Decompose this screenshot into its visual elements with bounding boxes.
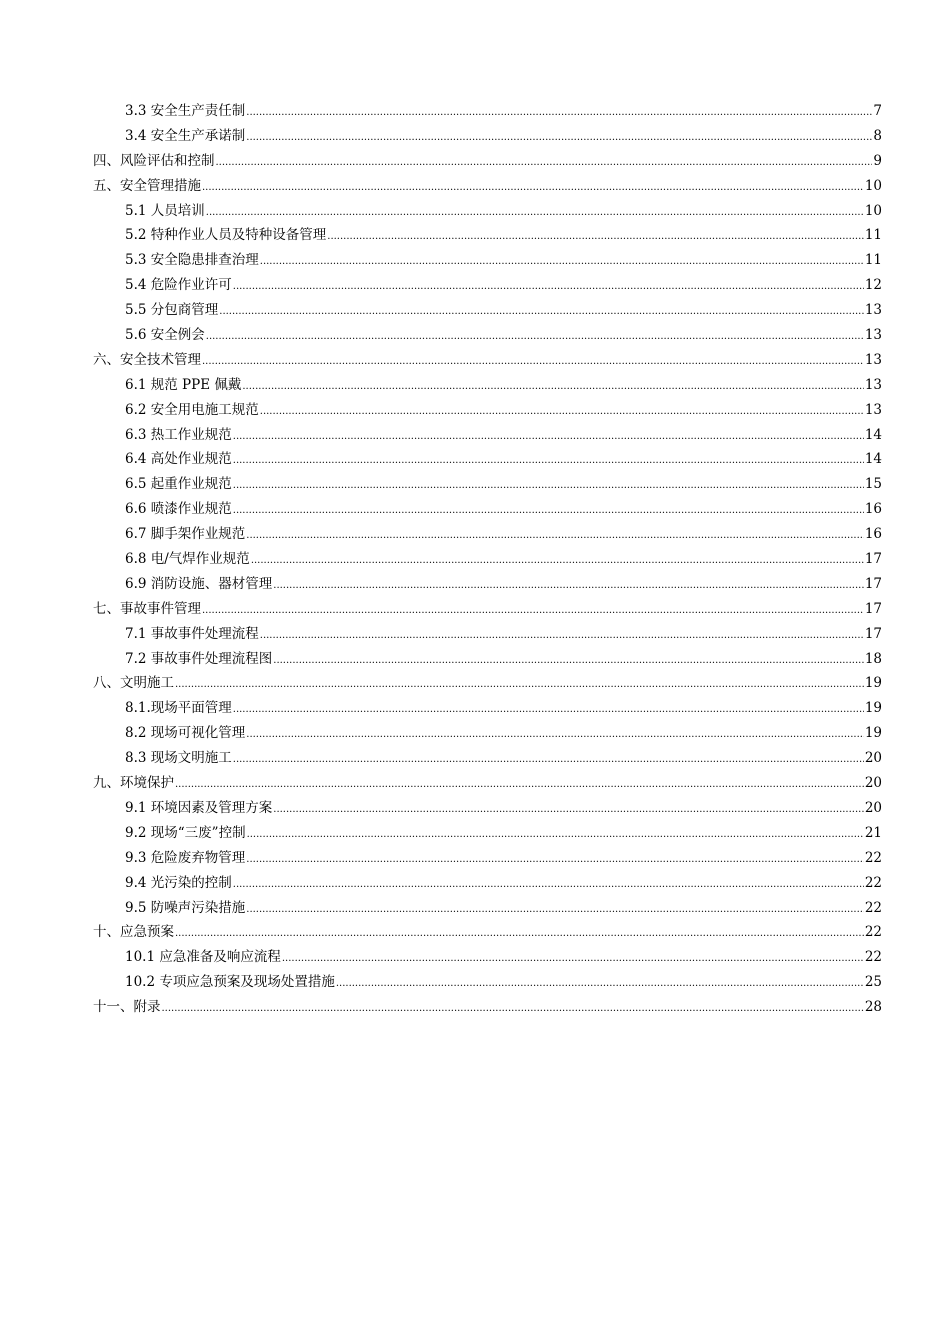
toc-dot-leader xyxy=(216,158,873,168)
table-of-contents xyxy=(93,99,882,1020)
toc-entry-title: 5.4 危险作业许可 xyxy=(125,277,232,294)
toc-dot-leader xyxy=(336,979,864,989)
toc-entry[interactable] xyxy=(93,99,882,124)
toc-entry-page-number: 7 xyxy=(873,103,882,119)
toc-entry-title: 7.1 事故事件处理流程 xyxy=(125,625,259,642)
toc-dot-leader xyxy=(282,954,864,964)
toc-entry[interactable] xyxy=(93,896,882,921)
toc-entry-page-number: 21 xyxy=(864,824,882,841)
toc-dot-leader xyxy=(242,382,863,392)
toc-entry-page-number: 22 xyxy=(864,874,882,891)
toc-dot-leader xyxy=(273,581,864,591)
toc-entry-title: 5.2 特种作业人员及特种设备管理 xyxy=(125,227,327,244)
toc-entry-page-number: 14 xyxy=(864,426,882,443)
toc-dot-leader xyxy=(246,108,872,118)
toc-entry-page-number: 28 xyxy=(864,999,882,1016)
toc-entry-page-number: 10 xyxy=(864,202,882,219)
toc-entry-title: 十、应急预案 xyxy=(93,924,174,941)
toc-dot-leader xyxy=(202,183,864,193)
toc-entry-title: 5.1 人员培训 xyxy=(125,202,205,219)
toc-entry-page-number: 12 xyxy=(864,277,882,294)
toc-dot-leader xyxy=(246,730,864,740)
toc-entry-page-number: 14 xyxy=(864,451,882,468)
toc-dot-leader xyxy=(175,780,864,790)
toc-entry-title: 3.4 安全生产承诺制 xyxy=(125,127,246,144)
toc-entry-title: 6.4 高处作业规范 xyxy=(125,451,232,468)
toc-entry-page-number: 17 xyxy=(864,575,882,592)
toc-entry-title: 5.6 安全例会 xyxy=(125,327,205,344)
toc-entry-page-number: 13 xyxy=(864,302,882,319)
toc-entry-title: 9.3 危险废弃物管理 xyxy=(125,849,246,866)
toc-entry[interactable] xyxy=(93,771,882,796)
toc-dot-leader xyxy=(206,332,864,342)
toc-entry-page-number: 13 xyxy=(864,401,882,418)
toc-entry[interactable] xyxy=(93,248,882,273)
toc-dot-leader xyxy=(246,133,872,143)
toc-entry-page-number: 22 xyxy=(864,849,882,866)
toc-entry-title: 6.6 喷漆作业规范 xyxy=(125,501,232,518)
toc-entry-page-number: 20 xyxy=(864,799,882,816)
toc-dot-leader xyxy=(246,531,864,541)
toc-entry-page-number: 20 xyxy=(864,775,882,792)
toc-entry-page-number: 17 xyxy=(864,600,882,617)
toc-entry[interactable] xyxy=(93,373,882,398)
toc-entry-title: 6.9 消防设施、器材管理 xyxy=(125,575,273,592)
toc-entry-title: 六、安全技术管理 xyxy=(93,351,201,368)
toc-dot-leader xyxy=(233,506,864,516)
toc-entry-title: 6.1 规范 PPE 佩戴 xyxy=(125,376,242,393)
toc-dot-leader xyxy=(233,282,864,292)
toc-dot-leader xyxy=(219,307,864,317)
toc-dot-leader xyxy=(233,456,864,466)
toc-entry-title: 6.8 电/气焊作业规范 xyxy=(125,551,250,568)
toc-entry-page-number: 16 xyxy=(864,501,882,518)
toc-entry-page-number: 10 xyxy=(864,177,882,194)
toc-entry[interactable] xyxy=(93,124,882,149)
toc-entry-page-number: 11 xyxy=(864,227,882,244)
toc-dot-leader xyxy=(202,606,864,616)
toc-entry[interactable] xyxy=(93,298,882,323)
toc-entry[interactable] xyxy=(93,721,882,746)
toc-dot-leader xyxy=(251,556,864,566)
toc-entry-title: 七、事故事件管理 xyxy=(93,600,201,617)
toc-entry-title: 五、安全管理措施 xyxy=(93,177,201,194)
toc-entry-title: 8.1.现场平面管理 xyxy=(125,700,232,717)
toc-entry-title: 八、文明施工 xyxy=(93,675,174,692)
toc-entry-page-number: 8 xyxy=(873,127,882,144)
toc-entry-page-number: 9 xyxy=(873,152,882,169)
toc-entry-title: 10.1 应急准备及响应流程 xyxy=(125,949,281,966)
toc-entry[interactable] xyxy=(93,846,882,871)
toc-entry[interactable] xyxy=(93,796,882,821)
toc-entry[interactable] xyxy=(93,920,882,945)
toc-entry[interactable] xyxy=(93,522,882,547)
toc-entry-title: 9.4 光污染的控制 xyxy=(125,874,232,891)
toc-entry-title: 5.5 分包商管理 xyxy=(125,302,219,319)
toc-entry[interactable] xyxy=(93,348,882,373)
toc-entry[interactable] xyxy=(93,671,882,696)
toc-entry-page-number: 22 xyxy=(864,924,882,941)
toc-dot-leader xyxy=(162,1004,864,1014)
toc-entry-title: 十一、附录 xyxy=(93,999,161,1016)
toc-dot-leader xyxy=(260,257,864,267)
toc-entry-title: 8.2 现场可视化管理 xyxy=(125,725,246,742)
toc-entry-page-number: 19 xyxy=(864,675,882,692)
toc-entry-page-number: 13 xyxy=(864,327,882,344)
toc-entry-title: 9.1 环境因素及管理方案 xyxy=(125,799,273,816)
toc-dot-leader xyxy=(260,407,864,417)
toc-entry-page-number: 19 xyxy=(864,700,882,717)
toc-entry[interactable] xyxy=(93,398,882,423)
toc-dot-leader xyxy=(273,656,864,666)
toc-dot-leader xyxy=(327,232,864,242)
toc-entry[interactable] xyxy=(93,597,882,622)
toc-entry[interactable] xyxy=(93,821,882,846)
toc-entry-title: 6.3 热工作业规范 xyxy=(125,426,232,443)
toc-entry-page-number: 15 xyxy=(864,476,882,493)
toc-entry-page-number: 20 xyxy=(864,750,882,767)
toc-entry[interactable] xyxy=(93,995,882,1020)
toc-entry-page-number: 22 xyxy=(864,949,882,966)
toc-entry-page-number: 11 xyxy=(864,252,882,269)
toc-dot-leader xyxy=(175,929,864,939)
toc-entry-page-number: 19 xyxy=(864,725,882,742)
toc-entry-page-number: 17 xyxy=(864,551,882,568)
toc-dot-leader xyxy=(175,680,864,690)
toc-entry[interactable] xyxy=(93,647,882,672)
toc-dot-leader xyxy=(247,830,864,840)
toc-entry-page-number: 17 xyxy=(864,625,882,642)
toc-entry[interactable] xyxy=(93,871,882,896)
toc-entry[interactable] xyxy=(93,223,882,248)
toc-entry[interactable] xyxy=(93,199,882,224)
toc-entry[interactable] xyxy=(93,970,882,995)
toc-entry[interactable] xyxy=(93,497,882,522)
toc-entry[interactable] xyxy=(93,572,882,597)
toc-dot-leader xyxy=(202,357,864,367)
toc-entry-title: 7.2 事故事件处理流程图 xyxy=(125,650,273,667)
toc-entry[interactable] xyxy=(93,945,882,970)
toc-entry[interactable] xyxy=(93,472,882,497)
toc-entry[interactable] xyxy=(93,547,882,572)
toc-entry-page-number: 13 xyxy=(864,351,882,368)
toc-entry[interactable] xyxy=(93,447,882,472)
toc-entry[interactable] xyxy=(93,746,882,771)
toc-dot-leader xyxy=(233,705,864,715)
toc-entry-title: 5.3 安全隐患排查治理 xyxy=(125,252,259,269)
toc-entry[interactable] xyxy=(93,622,882,647)
toc-entry-title: 10.2 专项应急预案及现场处置措施 xyxy=(125,974,335,991)
toc-dot-leader xyxy=(246,905,864,915)
toc-entry-page-number: 18 xyxy=(864,650,882,667)
toc-dot-leader xyxy=(273,805,864,815)
toc-entry-page-number: 25 xyxy=(864,974,882,991)
toc-dot-leader xyxy=(206,208,864,218)
toc-dot-leader xyxy=(260,631,864,641)
toc-entry-title: 9.5 防噪声污染措施 xyxy=(125,899,246,916)
toc-entry-title: 6.7 脚手架作业规范 xyxy=(125,526,246,543)
toc-entry-title: 3.3 安全生产责任制 xyxy=(125,103,246,119)
toc-entry[interactable] xyxy=(93,423,882,448)
toc-entry[interactable] xyxy=(93,696,882,721)
toc-dot-leader xyxy=(233,755,864,765)
toc-entry-page-number: 22 xyxy=(864,899,882,916)
toc-entry-title: 9.2 现场“三废”控制 xyxy=(125,824,246,841)
toc-dot-leader xyxy=(233,880,864,890)
toc-entry[interactable] xyxy=(93,149,882,174)
toc-entry[interactable] xyxy=(93,323,882,348)
toc-entry-page-number: 13 xyxy=(864,376,882,393)
toc-dot-leader xyxy=(233,481,864,491)
toc-entry-title: 九、环境保护 xyxy=(93,775,174,792)
toc-entry-page-number: 16 xyxy=(864,526,882,543)
toc-entry-title: 四、风险评估和控制 xyxy=(93,152,215,169)
toc-dot-leader xyxy=(233,432,864,442)
toc-dot-leader xyxy=(246,855,864,865)
toc-entry[interactable] xyxy=(93,174,882,199)
toc-entry-title: 8.3 现场文明施工 xyxy=(125,750,232,767)
toc-entry[interactable] xyxy=(93,273,882,298)
toc-entry-title: 6.5 起重作业规范 xyxy=(125,476,232,493)
toc-entry-title: 6.2 安全用电施工规范 xyxy=(125,401,259,418)
